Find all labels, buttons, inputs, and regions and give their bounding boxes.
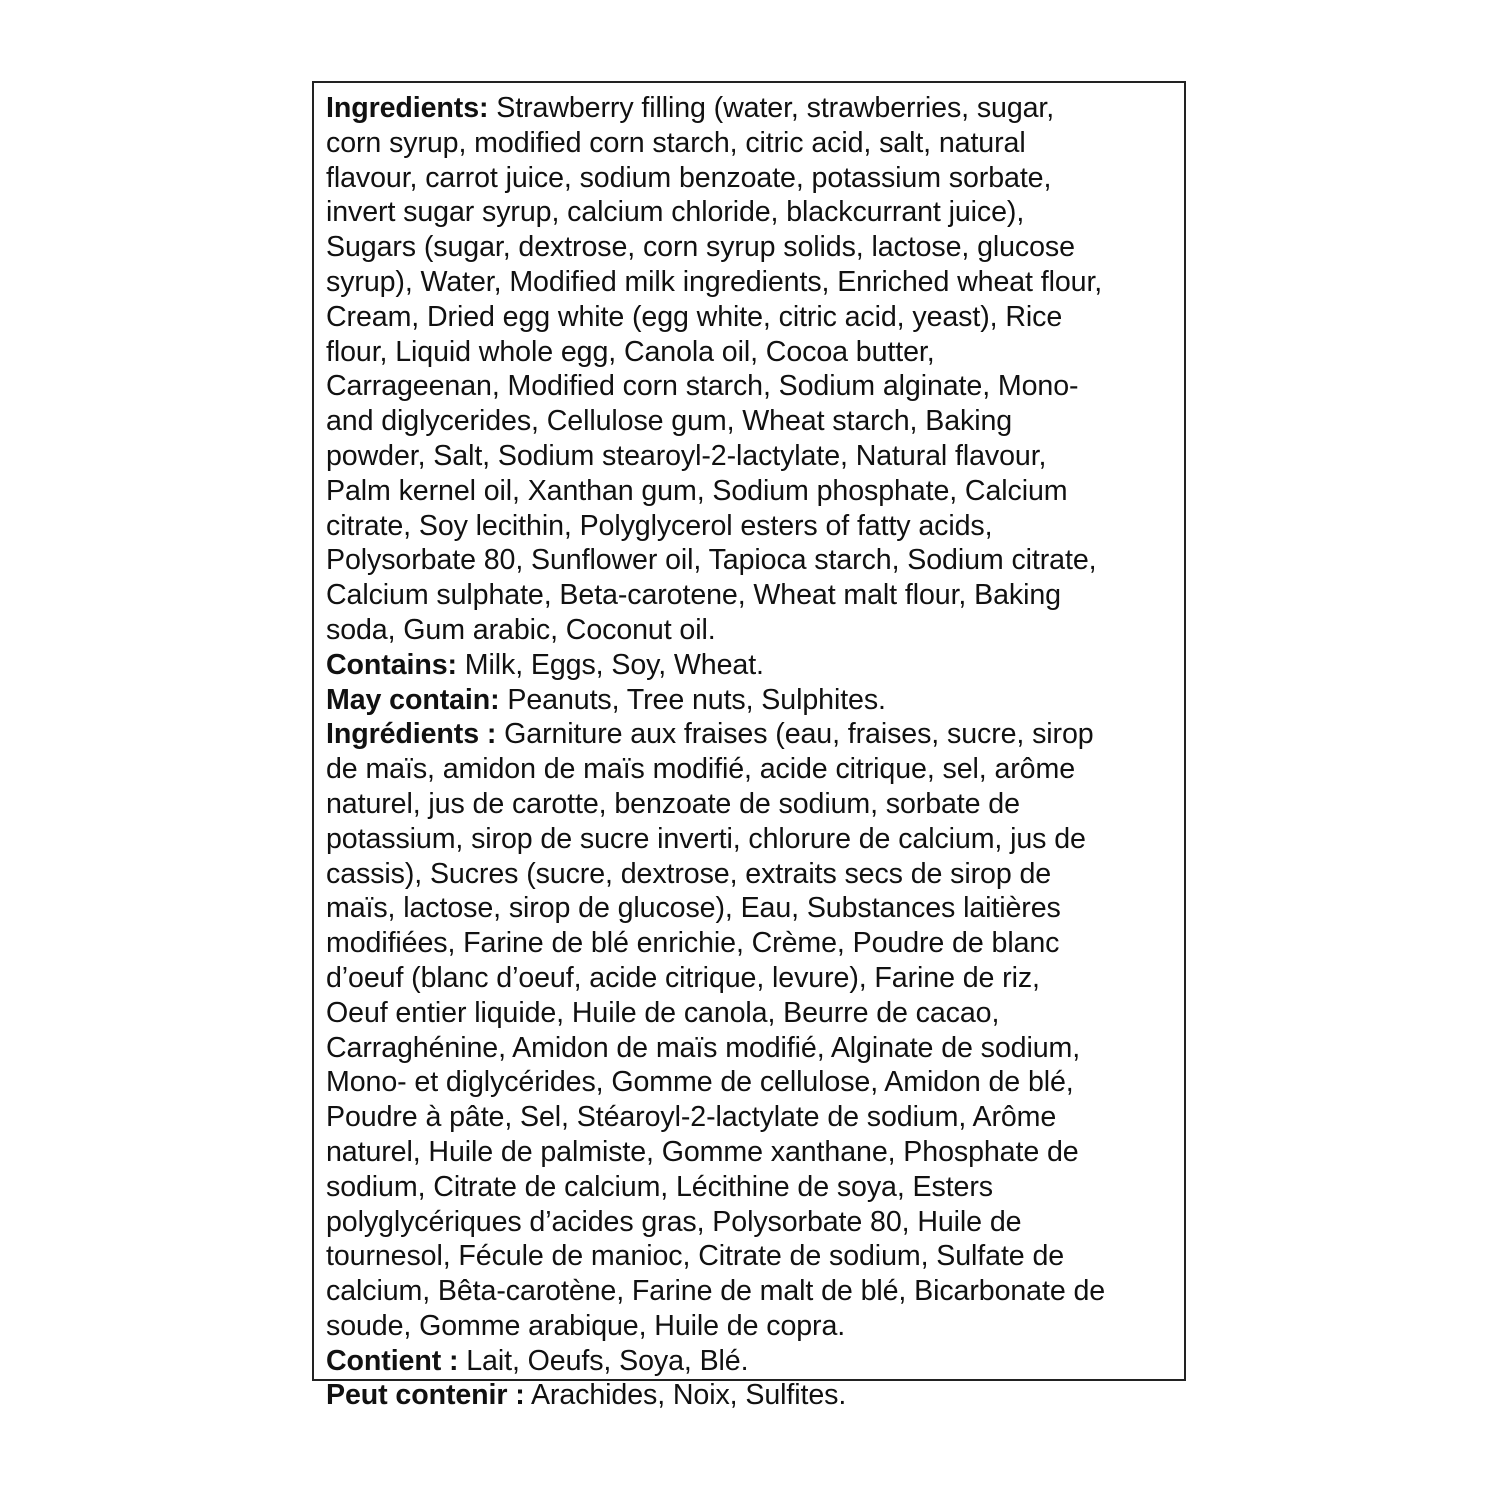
line-text: Carrageenan, Modified corn starch, Sodium alginate, Mono- xyxy=(326,370,1079,403)
line-text: citrate, Soy lecithin, Polyglycerol esters of fatty acids, xyxy=(326,509,993,542)
line-text: Poudre à pâte, Sel, Stéaroyl-2-lactylate de sodium, Arôme xyxy=(326,1101,1057,1134)
label-line xyxy=(326,543,1178,578)
label-line xyxy=(326,1100,1178,1135)
label-line xyxy=(326,1378,1178,1413)
line-text: naturel, jus de carotte, benzoate de sodium, sorbate de xyxy=(326,787,1020,820)
line-text: and diglycerides, Cellulose gum, Wheat starch, Baking xyxy=(326,405,1013,438)
label-line xyxy=(326,1274,1178,1309)
line-text: de maïs, amidon de maïs modifié, acide citrique, sel, arôme xyxy=(326,753,1076,786)
label-line xyxy=(326,1135,1178,1170)
label-line xyxy=(326,752,1178,787)
line-text: powder, Salt, Sodium stearoyl-2-lactylate, Natural flavour, xyxy=(326,439,1047,472)
line-text: corn syrup, modified corn starch, citric acid, salt, natural xyxy=(326,126,1026,159)
label-line xyxy=(326,926,1178,961)
label-line xyxy=(326,230,1178,265)
label-line xyxy=(326,369,1178,404)
ingredients-label-panel xyxy=(312,81,1186,1412)
label-line xyxy=(326,613,1178,648)
label-line xyxy=(326,822,1178,857)
section-heading: Contient : xyxy=(326,1344,459,1377)
line-text: Mono- et diglycérides, Gomme de cellulose, Amidon de blé, xyxy=(326,1066,1074,1099)
line-text: potassium, sirop de sucre inverti, chlorure de calcium, jus de xyxy=(326,822,1086,855)
label-line xyxy=(326,648,1178,683)
label-line xyxy=(326,1239,1178,1274)
label-line xyxy=(326,509,1178,544)
line-text: Garniture aux fraises (eau, fraises, sucre, sirop xyxy=(496,718,1094,751)
label-line xyxy=(326,404,1178,439)
label-line xyxy=(326,1170,1178,1205)
label-line xyxy=(326,300,1178,335)
label-line xyxy=(326,717,1178,752)
label-line xyxy=(326,1309,1178,1344)
line-text: Strawberry filling (water, strawberries, sugar, xyxy=(488,92,1055,124)
label-line xyxy=(326,474,1178,509)
line-text: cassis), Sucres (sucre, dextrose, extraits secs de sirop de xyxy=(326,857,1052,890)
label-line xyxy=(326,1031,1178,1066)
line-text: maïs, lactose, sirop de glucose), Eau, Substances laitières xyxy=(326,892,1061,925)
line-text: calcium, Bêta-carotène, Farine de malt de blé, Bicarbonate de xyxy=(326,1275,1106,1308)
label-line xyxy=(326,439,1178,474)
label-line xyxy=(326,126,1178,161)
line-text: Peanuts, Tree nuts, Sulphites. xyxy=(499,683,886,716)
line-text: invert sugar syrup, calcium chloride, blackcurrant juice), xyxy=(326,196,1025,229)
label-line xyxy=(326,891,1178,926)
label-line xyxy=(326,91,1178,126)
ingredients-text-block xyxy=(326,91,1178,1413)
line-text: Oeuf entier liquide, Huile de canola, Beurre de cacao, xyxy=(326,996,1000,1029)
section-heading: Ingrédients : xyxy=(326,718,497,751)
line-text: modifiées, Farine de blé enrichie, Crème, Poudre de blanc xyxy=(326,927,1060,960)
section-heading: May contain: xyxy=(326,683,500,716)
line-text: flavour, carrot juice, sodium benzoate, potassium sorbate, xyxy=(326,161,1052,194)
label-line xyxy=(326,857,1178,892)
section-heading: Ingredients: xyxy=(326,92,489,124)
line-text: soude, Gomme arabique, Huile de copra. xyxy=(326,1309,846,1342)
line-text: Sugars (sugar, dextrose, corn syrup solids, lactose, glucose xyxy=(326,231,1075,264)
label-line xyxy=(326,578,1178,613)
label-line xyxy=(326,683,1178,718)
label-line xyxy=(326,961,1178,996)
label-line xyxy=(326,787,1178,822)
label-line xyxy=(326,161,1178,196)
label-line xyxy=(326,335,1178,370)
line-text: Lait, Oeufs, Soya, Blé. xyxy=(458,1344,749,1377)
line-text: polyglycériques d’acides gras, Polysorbate 80, Huile de xyxy=(326,1205,1022,1238)
line-text: sodium, Citrate de calcium, Lécithine de soya, Esters xyxy=(326,1170,993,1203)
line-text: Cream, Dried egg white (egg white, citric acid, yeast), Rice xyxy=(326,300,1063,333)
line-text: soda, Gum arabic, Coconut oil. xyxy=(326,613,716,646)
line-text: Carraghénine, Amidon de maïs modifié, Alginate de sodium, xyxy=(326,1031,1081,1064)
line-text: tournesol, Fécule de manioc, Citrate de sodium, Sulfate de xyxy=(326,1240,1065,1273)
section-heading: Peut contenir : xyxy=(326,1379,525,1412)
label-line xyxy=(326,1205,1178,1240)
line-text: Calcium sulphate, Beta-carotene, Wheat malt flour, Baking xyxy=(326,579,1061,612)
section-heading: Contains: xyxy=(326,648,457,681)
line-text: d’oeuf (blanc d’oeuf, acide citrique, levure), Farine de riz, xyxy=(326,961,1040,994)
label-line xyxy=(326,1065,1178,1100)
line-text: Palm kernel oil, Xanthan gum, Sodium phosphate, Calcium xyxy=(326,474,1068,507)
line-text: syrup), Water, Modified milk ingredients, Enriched wheat flour, xyxy=(326,265,1103,298)
line-text: flour, Liquid whole egg, Canola oil, Cocoa butter, xyxy=(326,335,935,368)
label-line xyxy=(326,195,1178,230)
line-text: Polysorbate 80, Sunflower oil, Tapioca starch, Sodium citrate, xyxy=(326,544,1097,577)
label-line xyxy=(326,1344,1178,1379)
line-text: Arachides, Noix, Sulfites. xyxy=(524,1379,847,1412)
label-line xyxy=(326,265,1178,300)
line-text: naturel, Huile de palmiste, Gomme xanthane, Phosphate de xyxy=(326,1135,1079,1168)
line-text: Milk, Eggs, Soy, Wheat. xyxy=(456,648,764,681)
label-line xyxy=(326,996,1178,1031)
